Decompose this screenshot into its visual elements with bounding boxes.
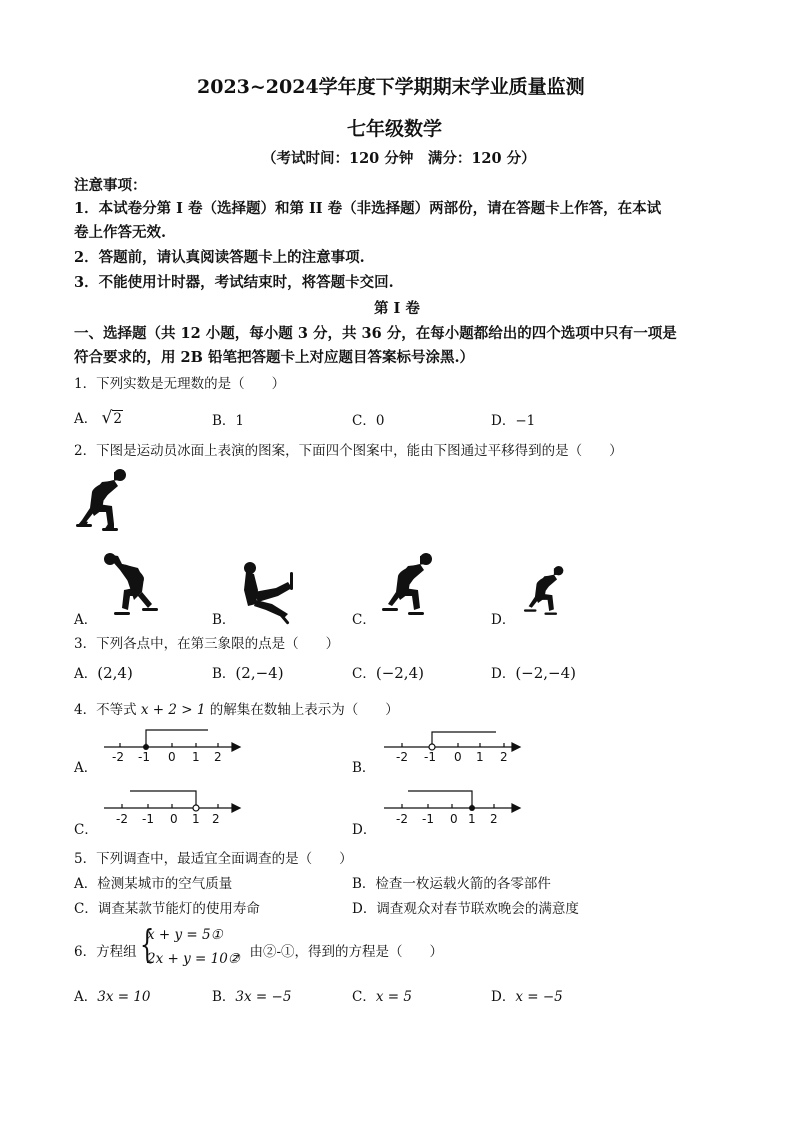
- exam-subtitle: 七年级数学: [347, 118, 443, 140]
- q6-option-b: [212, 985, 291, 1005]
- q2-a-label: A．: [74, 612, 98, 628]
- tick-label: 1: [476, 750, 484, 764]
- q5-stem: 5．下列调查中，最适宜全面调查的是（ ）: [74, 851, 353, 867]
- q1-option-c: [352, 409, 384, 429]
- tick-label: 2: [214, 750, 222, 764]
- q4-option-a-numberline: [100, 727, 250, 771]
- q6-brace-icon: {: [139, 922, 155, 966]
- q1-b-label: B．: [212, 413, 236, 429]
- q6-equation-1: x + y = 5①: [147, 927, 223, 943]
- section-heading-line1: 一、选择题（共 12 小题，每小题 3 分，共 36 分，在每小题都给出的四个选项中只有一项是: [74, 325, 677, 342]
- skater-reference-figure: [74, 464, 134, 540]
- tick-label: 1: [468, 812, 476, 826]
- exam-info: （考试时间：120 分钟 满分：120 分）: [262, 150, 536, 167]
- q6-a-label: A．: [74, 989, 98, 1005]
- tick-label: 1: [192, 750, 200, 764]
- tick-label: 0: [454, 750, 462, 764]
- q3-a-value: (2,4): [97, 664, 133, 682]
- q4-option-b-numberline: [380, 727, 530, 771]
- notice-item-2: 2．答题前，请认真阅读答题卡上的注意事项.: [74, 249, 365, 266]
- q3-option-b: [212, 662, 284, 682]
- q6-stem-post: ，由②-①，得到的方程是（ ）: [236, 944, 444, 960]
- q1-stem: 1．下列实数是无理数的是（ ）: [74, 376, 286, 392]
- q4-d-label: D．: [352, 822, 377, 838]
- q1-d-value: −1: [515, 413, 536, 429]
- tick-label: 0: [168, 750, 176, 764]
- q4-a-label: A．: [74, 760, 98, 776]
- tick-label: 1: [192, 812, 200, 826]
- q2-stem: 2．下图是运动员冰面上表演的图案，下面四个图案中，能由下图通过平移得到的是（ ）: [74, 443, 623, 459]
- q2-b-label: B．: [212, 612, 236, 628]
- q4-stem-pre: 4．不等式: [74, 702, 141, 718]
- sqrt-sign-icon: √: [101, 408, 113, 428]
- q1-option-a: [74, 407, 123, 428]
- q4-c-label: C．: [74, 822, 98, 838]
- tick-label: -1: [422, 812, 434, 826]
- q1-option-b: [212, 409, 244, 429]
- q1-b-value: 1: [235, 413, 245, 429]
- q1-d-label: D．: [491, 413, 516, 429]
- q3-a-label: A．: [74, 666, 98, 682]
- q5-option-d: D．调查观众对春节联欢晚会的满意度: [352, 901, 579, 917]
- tick-label: -2: [116, 812, 128, 826]
- tick-label: 2: [212, 812, 220, 826]
- q6-c-value: x = 5: [375, 989, 412, 1005]
- tick-label: 2: [500, 750, 508, 764]
- q3-option-a: [74, 662, 133, 682]
- q6-a-value: 3x = 10: [97, 989, 151, 1005]
- q1-a-value: 2: [113, 411, 122, 427]
- notice-item-3: 3．不能使用计时器，考试结束时，将答题卡交回.: [74, 274, 394, 291]
- notice-heading: 注意事项：: [74, 177, 147, 194]
- q4-b-label: B．: [352, 760, 376, 776]
- q1-option-d: [491, 409, 535, 429]
- q2-c-label: C．: [352, 612, 376, 628]
- q6-equation-2: 2x + y = 10②: [147, 951, 240, 967]
- tick-label: 2: [490, 812, 498, 826]
- q6-b-label: B．: [212, 989, 236, 1005]
- q6-option-a: [74, 985, 151, 1005]
- q4-stem-post: 的解集在数轴上表示为（ ）: [205, 702, 399, 718]
- q1-c-label: C．: [352, 413, 376, 429]
- q2-option-a-skater: [98, 548, 162, 622]
- q3-option-d: [491, 662, 576, 682]
- q3-option-c: [352, 662, 424, 682]
- q2-option-c-skater: [380, 548, 440, 624]
- q4-stem: [74, 698, 399, 718]
- part-label: 第 I 卷: [374, 300, 420, 317]
- tick-label: -2: [396, 750, 408, 764]
- notice-item-1-cont: 卷上作答无效.: [74, 224, 167, 241]
- tick-label: -1: [138, 750, 150, 764]
- q5-option-b: B．检查一枚运载火箭的各零部件: [352, 876, 551, 892]
- q6-b-value: 3x = −5: [235, 989, 292, 1005]
- notice-item-1: 1．本试卷分第 I 卷（选择题）和第 II 卷（非选择题）两部份，请在答题卡上作答，在本试: [74, 200, 662, 217]
- tick-label: 0: [450, 812, 458, 826]
- q1-c-value: 0: [375, 413, 385, 429]
- q6-stem-pre: 6．方程组: [74, 944, 137, 960]
- tick-label: -1: [424, 750, 436, 764]
- exam-title: 2023~2024学年度下学期期末学业质量监测: [197, 76, 585, 98]
- tick-label: -2: [112, 750, 124, 764]
- q2-d-label: D．: [491, 612, 516, 628]
- q3-c-label: C．: [352, 666, 376, 682]
- q3-d-value: (−2,−4): [515, 664, 577, 682]
- q6-option-c: [352, 985, 412, 1005]
- q3-stem: 3．下列各点中，在第三象限的点是（ ）: [74, 636, 340, 652]
- q6-c-label: C．: [352, 989, 376, 1005]
- q6-option-d: [491, 985, 563, 1005]
- q2-option-d-skater: [518, 562, 574, 622]
- section-heading-line2: 符合要求的，用 2B 铅笔把答题卡上对应题目答案标号涂黑.）: [74, 349, 474, 366]
- q3-d-label: D．: [491, 666, 516, 682]
- tick-label: -1: [142, 812, 154, 826]
- q2-option-b-skater: [236, 560, 304, 622]
- q5-option-a: A．检测某城市的空气质量: [74, 876, 233, 892]
- q5-option-c: C．调查某款节能灯的使用寿命: [74, 901, 260, 917]
- q4-stem-math: x + 2 > 1: [140, 702, 206, 718]
- q3-b-value: (2,−4): [235, 664, 284, 682]
- q6-d-label: D．: [491, 989, 516, 1005]
- q1-a-label: A．: [74, 411, 98, 427]
- tick-label: 0: [170, 812, 178, 826]
- q3-c-value: (−2,4): [375, 664, 424, 682]
- q6-d-value: x = −5: [515, 989, 563, 1005]
- tick-label: -2: [396, 812, 408, 826]
- q3-b-label: B．: [212, 666, 236, 682]
